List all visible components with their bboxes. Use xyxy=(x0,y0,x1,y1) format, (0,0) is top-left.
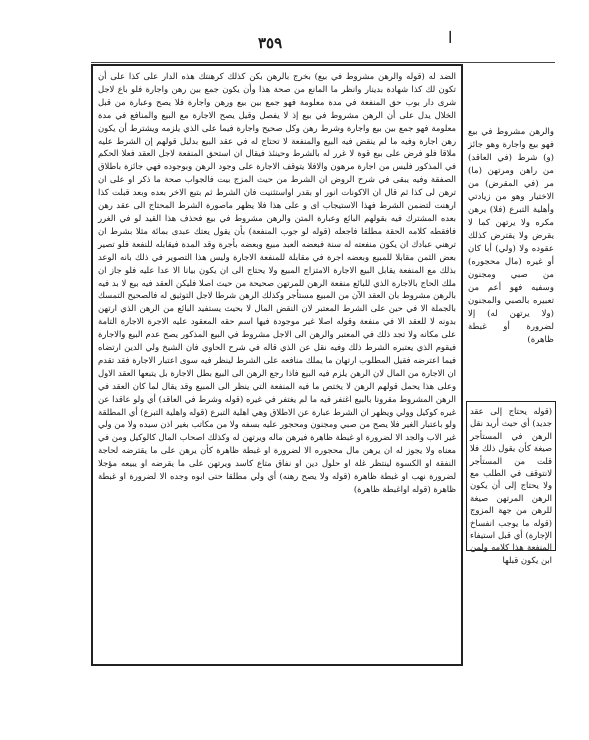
page-number: ٣٥٩ xyxy=(258,34,283,52)
side-annotation-box xyxy=(466,401,556,565)
main-commentary-text: الضد له (قوله والرهن مشروط في بيع) بخرج بالرهن بكن كذلك كرهنتك هذه الدار على كذا على أن تكون لك كذا شهادة بدينار وانظر ما المانع من صحة هذا وأن يكون جمع بين رهن واجارة فلو باع لاجل شرى دار بوب حق المنفعة في مدة معلومة فهو جمع بين بيع ورهن واجارة فلا يصح وعبارة من قبل الخلال يدل على أن الرهن مشروط في بيع إذ لا يفصل وقيل يصح الاجارة مع البيع والمنافع في مدة معلومة فهو جمع بين بيع واجارة وشرط رهن وكل صحيح واجارة فيما على الذي يلزمه ويشترط أن يكون رهن اجارة وفيه ما لم ينقض فيه البيع والمنفعة لا تحتاج له في عقد البيع بدليل قولهم إن الشرط عليه ملاقا فلو فرض على بيع قوة لا غرر له بالشرط وحينئذ فيقال ان استحق المنفعة لاجل العقد فعلا الحكم في المذكور فليس من اجارة مرهون والافلا يتوقف الاجارة على وجود الرهن وبوجوده فهي جائزة باطلاق الصفقة وفيه يبقى في شرح الروض ان الشرط من حيث المزج بيت فالجواب صحة ما ذكر او على ان ترهن لى كذا ثم قال ان الاكونات انور او بقدر اواستثنيت فان الشرط ثم بتبع الاخر بعده وبعد قبلت كذا ارهنت لتضمن الشرط فهذا الاستيجاب اى و على هذا فلا يظهر ماصورة الشرط المحتاج الى عقد رهن بعده المشترك فيه بقولهم البائع وعبارة المتن والرهن مشروط في بيع فحذف هذا القيد لو في الغرر فافقطه كلامه الحقة مطلقا فاجعله (قوله لو جوب المنفعة) بأن يقول يعتك عبدى بمائة مثلا بشرط ان ترهني عبادك ان يكون منفعته له سنة فبعضه العبد مبيع وبعضه بأجرة وقد المدة فيقابله للنفعة فلو تصير بعض الثمن مقابلا للمبيع وبعضه اجرة في مقابلة للمنفعة الاجارة وليس هذا التصوير في ذلك بانه الوعد بذلك مع المنفعة يقابل البيع الاجارة الامتزاج المبيع ولا يحتاج الى ان يكون بيانا الا عدا عليه فلو جاز ان ملك الحاج بالاجارة الذي للبائع منفعة الرهن للمرتهن صحيحة من حيث اصلا فليكن العقد فيه بيع لا بد فيه بالرهن مشروط بان العقد الآن من المبيع مستأجر وكذلك الرهن شرطا لاجل التوثيق له فالصحيح التمسك بالجملة الا في حين على الشرط المعتبر لان النقض المال لا بحيث يستفيد البائع من الرهن الذي ارتهن بدونه لا للعقد الا في منفعة وقوله اصلا غير موجودة فيها اسم حقه المعقود عليه الاجرة الاجارة التامة على مكانه ولا تجد ذلك في المعتبر والرهن الى الاجل مشروط في البيع المذكور يصح عدم البيع والاجارة فيقوم الذي يعتبره الشرط ذلك وفيه نقل عن الذي قاله في شرح الحاوي فان الشيخ ولي الدين ارتضاه فيما اعترضه فقيل المطلوب ارتهان ما يملك منافعه على الشرط لينظر فيه سوى اعتبار الاجارة فقد تقدم ان الاجارة من المال لان الرهن يلزم فيه البيع فاذا رجع الرهن الى البيع بطل الاجارة بل يتبعها العقد الاول وعلى هذا يحمل قولهم الرهن لا يختص ما فيه المنفعة التي ينظر الى المبيع وقد يقال لما كان العقد في الرهن المشروط مقرونا بالبيع اغتفر فيه ما لم يغتفر في غيره (قوله وشرط في العاقد) أي ولو عاقدا عن غيره كوكيل وولي ويظهر ان الشرط عبارة عن الاطلاق وهي اهلية التبرع (قوله واهلية التبرع) أي المطلقة ولو باعتبار الغير فلا يصح من صبي ومجنون ومحجور عليه بسفه ولا من مكاتب بغير اذن سيده ولا من ولي غير الاب والجد الا لضرورة او غبطة ظاهرة فيرهن ماله ويرتهن له وكذلك اصحاب المال كالوكيل ومن في معناه ولا يجوز له ان يرهن مال محجوره الا لضرورة او غبطة ظاهرة كأن يرهن على ما يقترضه لحاجة النفقة او الكسوة لينتظر غلة او حلول دين او نفاق متاع كاسد ويرتهن على ما يقرضه او يبيعه مؤجلا لضرورة نهب او غبطة ظاهرة (قوله ولا يصح رهنه) أي ولي مطلقا حتى ابوه وجده الا لضرورة او غبطة ظاهرة (قوله اواغبطة ظاهرة) xyxy=(98,71,456,494)
page-mark: ا xyxy=(448,28,453,47)
side-annotation-text: (قوله يحتاج إلى عقد جديد) أي حيث أريد نقل الرهن في المستأجر صيغة كأن يقول ذلك فلا قلت من المستأجر لانتوقف في الطلب مع ولا يحتاج إلى أن يكون الرهن المرتهن صيغة للرهن من جهة المزوج (قوله ما يوجب انفساخ الإجارة) أي قبل استيفاء المنفعة هذا كلامه ولمن ابن يكون قبلها xyxy=(470,406,552,565)
side-matn-text: والرهن مشروط في بيع فهو بيع واجارة وهو جائز (و) شرط (في العاقد) من راهن ومرتهن (ما) مر (في المقرض) من الاختيار وهو من زيادتي وأهلية التبرع (فلا) يرهن مكره ولا يرتهن كما لا يقرض ولا يقترض كذلك عقوده ولا (ولي) أبا كان أو غيره (مال محجوره) من صبي ومجنون وسفيه فهو أعم من تعبيره بالصبي والمجنون (ولا يرتهن له) إلا لضرورة أو غبطة ظاهرة) xyxy=(468,127,554,345)
header-rule xyxy=(91,62,555,63)
main-commentary-frame xyxy=(91,64,463,666)
